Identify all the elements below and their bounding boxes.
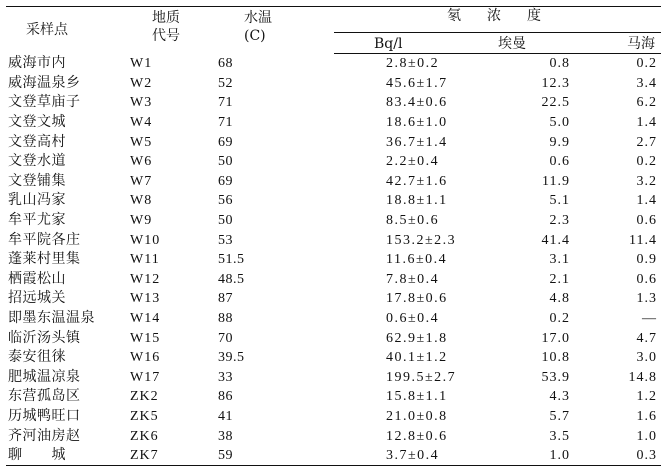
cell-bq: 199.5±2.7	[386, 369, 457, 385]
cell-eman: 0.8	[549, 56, 570, 72]
cell-mache: 3.4	[636, 75, 657, 91]
cell-code: W17	[130, 369, 161, 385]
cell-temp: 48.5	[218, 271, 245, 287]
cell-eman: 2.1	[549, 271, 570, 287]
table-row	[6, 93, 661, 113]
header-temp	[214, 7, 334, 54]
cell-temp: 41	[218, 408, 233, 424]
cell-mache: 1.0	[636, 428, 657, 444]
cell-bq: 18.8±1.1	[386, 193, 448, 209]
cell-bq: 83.4±0.6	[386, 95, 448, 111]
cell-eman: 11.9	[542, 173, 570, 189]
cell-site: 历城鸭旺口	[8, 407, 81, 424]
cell-site: 文登铺集	[8, 172, 66, 189]
cell-code: W1	[130, 56, 153, 72]
cell-eman: 5.7	[549, 408, 570, 424]
table-row	[6, 211, 661, 231]
cell-mache: 1.3	[636, 291, 657, 307]
header-unit-mache: 马海	[582, 33, 661, 54]
cell-temp: 69	[218, 173, 233, 189]
cell-code: W3	[130, 95, 153, 111]
cell-eman: 9.9	[549, 134, 570, 150]
cell-mache: 1.4	[636, 193, 657, 209]
cell-bq: 18.6±1.0	[386, 115, 448, 131]
cell-mache: 1.4	[636, 115, 657, 131]
cell-temp: 71	[218, 95, 233, 111]
cell-code: W10	[130, 232, 161, 248]
header-unit-bq: Bq/l	[334, 33, 494, 54]
cell-code: W4	[130, 115, 153, 131]
header-concentration: 氡浓度	[334, 7, 661, 33]
cell-site: 临沂汤头镇	[8, 329, 81, 346]
cell-site: 牟平尤家	[8, 212, 66, 229]
cell-eman: 22.5	[541, 95, 570, 111]
cell-code: W9	[130, 213, 153, 229]
cell-code: W15	[130, 330, 161, 346]
cell-temp: 33	[218, 369, 233, 385]
cell-eman: 10.8	[541, 350, 570, 366]
cell-mache: 11.4	[629, 232, 657, 248]
radon-concentration-table	[6, 6, 661, 466]
table-row	[6, 407, 661, 427]
cell-bq: 153.2±2.3	[386, 232, 457, 248]
cell-site: 蓬莱村里集	[8, 251, 81, 268]
cell-mache: 0.3	[582, 446, 661, 466]
cell-temp: 69	[218, 134, 233, 150]
table-row	[6, 368, 661, 388]
table-row	[6, 348, 661, 368]
cell-code: W7	[130, 173, 153, 189]
header-temp-line1: 水温	[244, 10, 272, 26]
cell-eman: 5.1	[549, 193, 570, 209]
cell-mache: 14.8	[628, 369, 657, 385]
cell-bq: 8.5±0.6	[386, 213, 440, 229]
cell-temp: 87	[218, 291, 233, 307]
cell-eman: 12.3	[541, 75, 570, 91]
cell-eman: 0.2	[549, 311, 570, 327]
cell-temp: 50	[218, 154, 233, 170]
cell-temp: 52	[218, 75, 233, 91]
cell-eman: 3.1	[549, 252, 570, 268]
cell-code: W2	[130, 75, 153, 91]
cell-temp: 51.5	[218, 252, 245, 268]
cell-mache: 0.2	[636, 56, 657, 72]
cell-bq: 12.8±0.6	[386, 428, 448, 444]
cell-temp: 88	[218, 311, 233, 327]
cell-temp: 68	[218, 56, 233, 72]
cell-temp: 38	[218, 428, 233, 444]
cell-site: 威海温泉乡	[8, 74, 81, 91]
cell-mache: 2.7	[636, 134, 657, 150]
cell-site: 泰安徂徕	[8, 349, 66, 366]
cell-bq: 17.8±0.6	[386, 291, 448, 307]
header-code	[124, 7, 214, 54]
cell-mache: 1.6	[636, 408, 657, 424]
table-row	[6, 309, 661, 329]
cell-code: W13	[130, 291, 161, 307]
cell-eman: 5.0	[549, 115, 570, 131]
table-row	[6, 113, 661, 133]
table-row	[6, 426, 661, 446]
table-row	[6, 387, 661, 407]
cell-bq: 45.6±1.7	[386, 75, 448, 91]
cell-temp: 53	[218, 232, 233, 248]
cell-bq: 62.9±1.8	[386, 330, 448, 346]
cell-mache: 0.6	[636, 213, 657, 229]
cell-eman: 2.3	[549, 213, 570, 229]
cell-code: W5	[130, 134, 153, 150]
cell-code: ZK6	[130, 428, 159, 444]
cell-temp: 50	[218, 213, 233, 229]
cell-bq: 15.8±1.1	[386, 389, 448, 405]
cell-site: 乳山冯家	[8, 192, 66, 209]
cell-eman: 0.6	[549, 154, 570, 170]
table-body	[6, 54, 661, 466]
cell-site: 牟平院各庄	[8, 231, 81, 248]
cell-code: W6	[130, 154, 153, 170]
cell-temp: 56	[218, 193, 233, 209]
header-temp-line2: (C)	[244, 28, 266, 44]
cell-mache: 0.6	[636, 271, 657, 287]
cell-mache: 4.7	[636, 330, 657, 346]
table-row	[6, 74, 661, 94]
cell-site: 文登高村	[8, 133, 66, 150]
cell-eman: 41.4	[541, 232, 570, 248]
cell-eman: 1.0	[494, 446, 582, 466]
cell-eman: 53.9	[541, 369, 570, 385]
header-unit-eman: 埃曼	[494, 33, 582, 54]
cell-temp: 86	[218, 389, 233, 405]
cell-site: 威海市内	[8, 55, 66, 72]
table-row	[6, 230, 661, 250]
cell-bq: 36.7±1.4	[386, 134, 448, 150]
header-code-line2: 代号	[152, 28, 180, 44]
cell-site: 东营孤岛区	[8, 388, 81, 405]
table-row	[6, 270, 661, 290]
cell-code: W14	[130, 311, 161, 327]
cell-site: 文登水道	[8, 153, 66, 170]
cell-bq: 2.8±0.2	[386, 56, 440, 72]
cell-code: ZK5	[130, 408, 159, 424]
table-row	[6, 172, 661, 192]
cell-mache: 3.0	[636, 350, 657, 366]
cell-site: 即墨东温温泉	[8, 310, 95, 327]
cell-temp: 70	[218, 330, 233, 346]
cell-site: 文登文城	[8, 114, 66, 131]
cell-bq: 21.0±0.8	[386, 408, 448, 424]
cell-code: W16	[130, 350, 161, 366]
cell-temp: 39.5	[218, 350, 245, 366]
cell-site: 文登草庙子	[8, 94, 81, 111]
cell-site: 齐河油房赵	[8, 427, 81, 444]
cell-bq: 7.8±0.4	[386, 271, 440, 287]
cell-site: 肥城温凉泉	[8, 368, 81, 385]
table-row	[6, 191, 661, 211]
table-row	[6, 250, 661, 270]
cell-bq: 2.2±0.4	[386, 154, 440, 170]
cell-bq: 3.7±0.4	[334, 446, 494, 466]
table-header	[6, 7, 661, 54]
cell-bq: 42.7±1.6	[386, 173, 448, 189]
header-code-line1: 地质	[152, 10, 180, 26]
table-row	[6, 132, 661, 152]
cell-site: 栖霞松山	[8, 270, 66, 287]
cell-temp: 59	[214, 446, 334, 466]
cell-eman: 4.3	[549, 389, 570, 405]
cell-mache: 1.2	[636, 389, 657, 405]
cell-code: W11	[130, 252, 160, 268]
cell-bq: 40.1±1.2	[386, 350, 448, 366]
cell-mache: 0.2	[636, 154, 657, 170]
cell-eman: 17.0	[541, 330, 570, 346]
cell-code: W12	[130, 271, 161, 287]
radon-table-container	[6, 6, 661, 467]
cell-site: 聊 城	[6, 446, 124, 466]
cell-bq: 11.6±0.4	[386, 252, 448, 268]
cell-mache: 0.9	[636, 252, 657, 268]
table-row	[6, 446, 661, 466]
cell-eman: 3.5	[549, 428, 570, 444]
table-row	[6, 289, 661, 309]
cell-bq: 0.6±0.4	[386, 311, 440, 327]
cell-code: W8	[130, 193, 153, 209]
table-row	[6, 152, 661, 172]
table-row	[6, 54, 661, 74]
cell-mache: 6.2	[636, 95, 657, 111]
cell-code: ZK7	[124, 446, 214, 466]
cell-code: ZK2	[130, 389, 159, 405]
cell-mache: —	[642, 311, 657, 327]
cell-mache: 3.2	[636, 173, 657, 189]
cell-temp: 71	[218, 115, 233, 131]
cell-site: 招远城关	[8, 290, 66, 307]
cell-eman: 4.8	[549, 291, 570, 307]
header-site: 采样点	[6, 7, 124, 54]
table-row	[6, 328, 661, 348]
